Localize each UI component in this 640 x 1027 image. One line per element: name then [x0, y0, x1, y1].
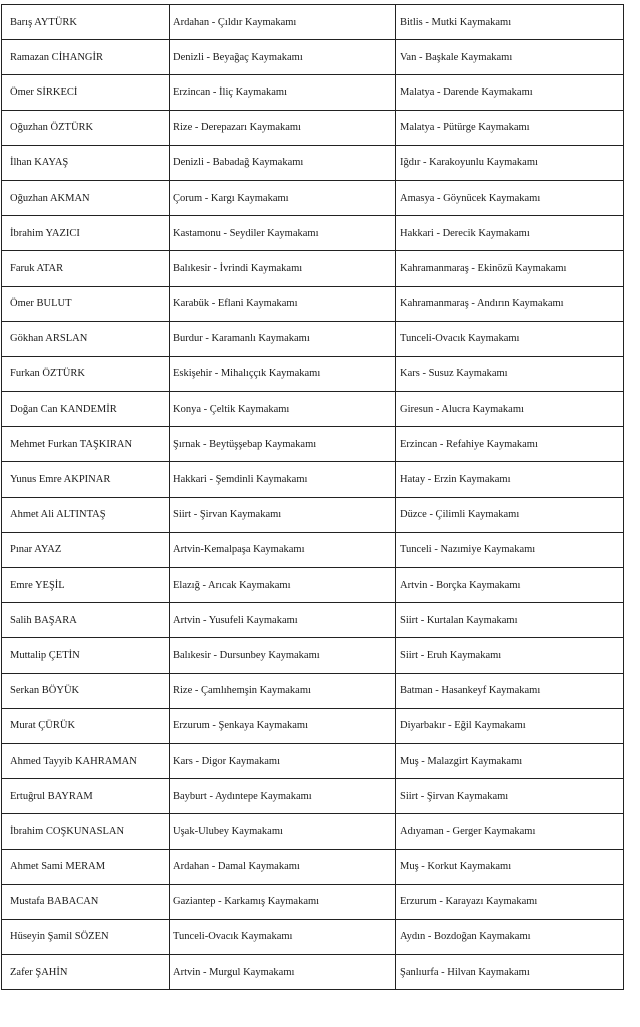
new-post-cell: Adıyaman - Gerger Kaymakamı: [396, 814, 624, 849]
current-post-cell: Uşak-Ulubey Kaymakamı: [170, 814, 396, 849]
official-name-cell: Ömer SİRKECİ: [2, 75, 170, 110]
new-post-cell: Kahramanmaraş - Andırın Kaymakamı: [396, 286, 624, 321]
table-row: [2, 145, 624, 180]
table-row: [2, 40, 624, 75]
new-post-cell: Giresun - Alucra Kaymakamı: [396, 392, 624, 427]
official-name-cell: Hüseyin Şamil SÖZEN: [2, 919, 170, 954]
official-name-cell: Murat ÇÜRÜK: [2, 708, 170, 743]
current-post-cell: Bayburt - Aydıntepe Kaymakamı: [170, 779, 396, 814]
current-post-cell: Çorum - Kargı Kaymakamı: [170, 180, 396, 215]
current-post-cell: Elazığ - Arıcak Kaymakamı: [170, 568, 396, 603]
table-row: [2, 814, 624, 849]
new-post-cell: Tunceli - Nazımiye Kaymakamı: [396, 532, 624, 567]
new-post-cell: Muş - Malazgirt Kaymakamı: [396, 743, 624, 778]
current-post-cell: Eskişehir - Mihalıççık Kaymakamı: [170, 356, 396, 391]
table-row: [2, 603, 624, 638]
new-post-cell: Diyarbakır - Eğil Kaymakamı: [396, 708, 624, 743]
official-name-cell: Mehmet Furkan TAŞKIRAN: [2, 427, 170, 462]
official-name-cell: Ahmed Tayyib KAHRAMAN: [2, 743, 170, 778]
official-name-cell: Ahmet Sami MERAM: [2, 849, 170, 884]
table-row: [2, 532, 624, 567]
new-post-cell: Aydın - Bozdoğan Kaymakamı: [396, 919, 624, 954]
new-post-cell: Bitlis - Mutki Kaymakamı: [396, 5, 624, 40]
current-post-cell: Ardahan - Çıldır Kaymakamı: [170, 5, 396, 40]
table-row: [2, 955, 624, 990]
current-post-cell: Erzurum - Şenkaya Kaymakamı: [170, 708, 396, 743]
official-name-cell: Salih BAŞARA: [2, 603, 170, 638]
official-name-cell: Zafer ŞAHİN: [2, 955, 170, 990]
new-post-cell: Malatya - Pütürge Kaymakamı: [396, 110, 624, 145]
official-name-cell: İlhan KAYAŞ: [2, 145, 170, 180]
official-name-cell: Doğan Can KANDEMİR: [2, 392, 170, 427]
current-post-cell: Denizli - Babadağ Kaymakamı: [170, 145, 396, 180]
current-post-cell: Erzincan - İliç Kaymakamı: [170, 75, 396, 110]
current-post-cell: Burdur - Karamanlı Kaymakamı: [170, 321, 396, 356]
official-name-cell: Oğuzhan AKMAN: [2, 180, 170, 215]
new-post-cell: Tunceli-Ovacık Kaymakamı: [396, 321, 624, 356]
official-name-cell: Ertuğrul BAYRAM: [2, 779, 170, 814]
table-row: [2, 216, 624, 251]
new-post-cell: Batman - Hasankeyf Kaymakamı: [396, 673, 624, 708]
table-row: [2, 638, 624, 673]
official-name-cell: Ömer BULUT: [2, 286, 170, 321]
current-post-cell: Hakkari - Şemdinli Kaymakamı: [170, 462, 396, 497]
table-row: [2, 462, 624, 497]
current-post-cell: Artvin - Murgul Kaymakamı: [170, 955, 396, 990]
new-post-cell: Şanlıurfa - Hilvan Kaymakamı: [396, 955, 624, 990]
new-post-cell: Kahramanmaraş - Ekinözü Kaymakamı: [396, 251, 624, 286]
current-post-cell: Artvin-Kemalpaşa Kaymakamı: [170, 532, 396, 567]
official-name-cell: Mustafa BABACAN: [2, 884, 170, 919]
official-name-cell: Ramazan CİHANGİR: [2, 40, 170, 75]
table-row: [2, 673, 624, 708]
table-row: [2, 180, 624, 215]
new-post-cell: Siirt - Şirvan Kaymakamı: [396, 779, 624, 814]
official-name-cell: İbrahim YAZICI: [2, 216, 170, 251]
current-post-cell: Şırnak - Beytüşşebap Kaymakamı: [170, 427, 396, 462]
new-post-cell: Van - Başkale Kaymakamı: [396, 40, 624, 75]
table-row: [2, 286, 624, 321]
official-name-cell: Emre YEŞİL: [2, 568, 170, 603]
current-post-cell: Rize - Çamlıhemşin Kaymakamı: [170, 673, 396, 708]
appointments-table: [1, 4, 624, 990]
table-row: [2, 568, 624, 603]
table-row: [2, 779, 624, 814]
new-post-cell: Düzce - Çilimli Kaymakamı: [396, 497, 624, 532]
current-post-cell: Karabük - Eflani Kaymakamı: [170, 286, 396, 321]
new-post-cell: Amasya - Göynücek Kaymakamı: [396, 180, 624, 215]
new-post-cell: Erzurum - Karayazı Kaymakamı: [396, 884, 624, 919]
new-post-cell: Kars - Susuz Kaymakamı: [396, 356, 624, 391]
official-name-cell: Muttalip ÇETİN: [2, 638, 170, 673]
current-post-cell: Kastamonu - Seydiler Kaymakamı: [170, 216, 396, 251]
current-post-cell: Kars - Digor Kaymakamı: [170, 743, 396, 778]
current-post-cell: Denizli - Beyağaç Kaymakamı: [170, 40, 396, 75]
table-row: [2, 849, 624, 884]
table-row: [2, 321, 624, 356]
official-name-cell: Serkan BÖYÜK: [2, 673, 170, 708]
table-row: [2, 110, 624, 145]
table-row: [2, 884, 624, 919]
table-row: [2, 356, 624, 391]
new-post-cell: Artvin - Borçka Kaymakamı: [396, 568, 624, 603]
new-post-cell: Hatay - Erzin Kaymakamı: [396, 462, 624, 497]
current-post-cell: Balıkesir - İvrindi Kaymakamı: [170, 251, 396, 286]
table-row: [2, 251, 624, 286]
official-name-cell: Faruk ATAR: [2, 251, 170, 286]
new-post-cell: Siirt - Eruh Kaymakamı: [396, 638, 624, 673]
official-name-cell: Ahmet Ali ALTINTAŞ: [2, 497, 170, 532]
current-post-cell: Siirt - Şirvan Kaymakamı: [170, 497, 396, 532]
table-row: [2, 75, 624, 110]
current-post-cell: Gaziantep - Karkamış Kaymakamı: [170, 884, 396, 919]
table-row: [2, 708, 624, 743]
appointments-table-body: [2, 5, 624, 990]
official-name-cell: Pınar AYAZ: [2, 532, 170, 567]
current-post-cell: Artvin - Yusufeli Kaymakamı: [170, 603, 396, 638]
new-post-cell: Siirt - Kurtalan Kaymakamı: [396, 603, 624, 638]
table-row: [2, 427, 624, 462]
official-name-cell: Furkan ÖZTÜRK: [2, 356, 170, 391]
official-name-cell: Oğuzhan ÖZTÜRK: [2, 110, 170, 145]
new-post-cell: Iğdır - Karakoyunlu Kaymakamı: [396, 145, 624, 180]
current-post-cell: Tunceli-Ovacık Kaymakamı: [170, 919, 396, 954]
table-row: [2, 743, 624, 778]
current-post-cell: Konya - Çeltik Kaymakamı: [170, 392, 396, 427]
new-post-cell: Erzincan - Refahiye Kaymakamı: [396, 427, 624, 462]
table-row: [2, 919, 624, 954]
table-row: [2, 497, 624, 532]
new-post-cell: Muş - Korkut Kaymakamı: [396, 849, 624, 884]
current-post-cell: Ardahan - Damal Kaymakamı: [170, 849, 396, 884]
table-row: [2, 392, 624, 427]
current-post-cell: Balıkesir - Dursunbey Kaymakamı: [170, 638, 396, 673]
official-name-cell: İbrahim COŞKUNASLAN: [2, 814, 170, 849]
new-post-cell: Hakkari - Derecik Kaymakamı: [396, 216, 624, 251]
current-post-cell: Rize - Derepazarı Kaymakamı: [170, 110, 396, 145]
table-row: [2, 5, 624, 40]
official-name-cell: Yunus Emre AKPINAR: [2, 462, 170, 497]
official-name-cell: Gökhan ARSLAN: [2, 321, 170, 356]
official-name-cell: Barış AYTÜRK: [2, 5, 170, 40]
new-post-cell: Malatya - Darende Kaymakamı: [396, 75, 624, 110]
